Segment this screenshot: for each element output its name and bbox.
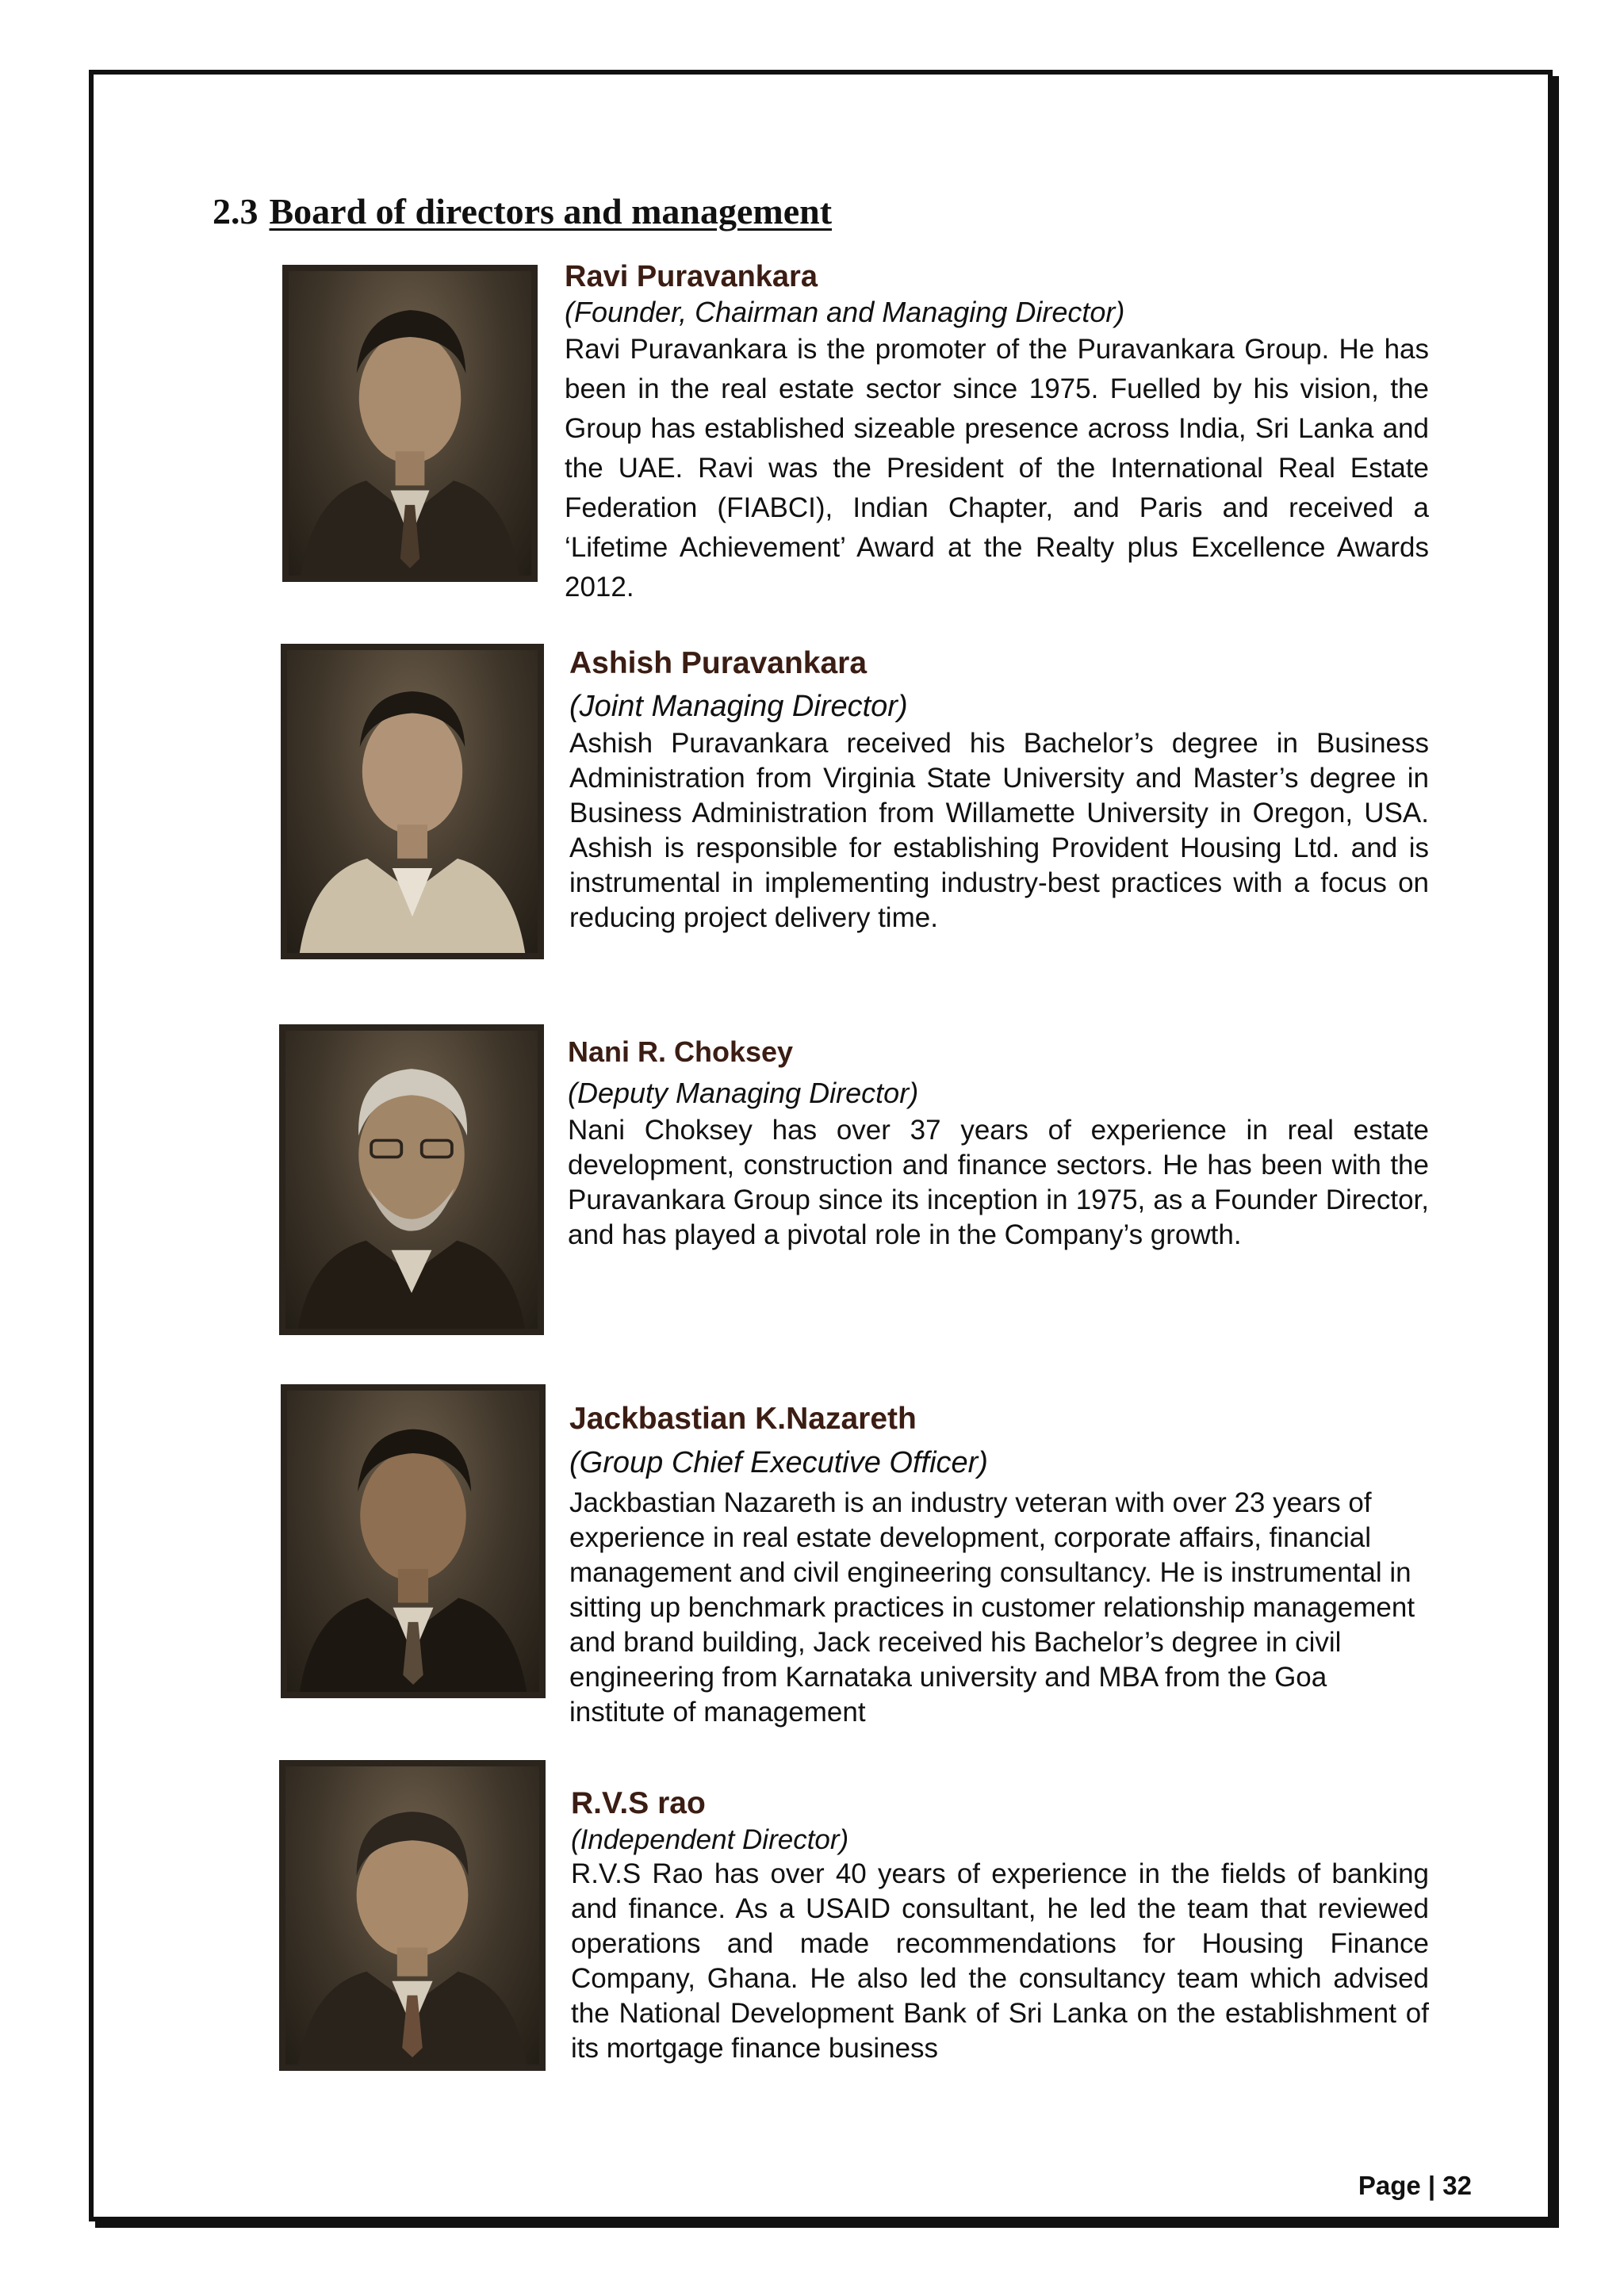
director-name: Jackbastian K.Nazareth (569, 1402, 917, 1436)
director-role: (Independent Director) (571, 1824, 849, 1855)
director-bio: R.V.S Rao has over 40 years of experience in the fields of banking and finance. As a USAID consultant, he led the team that reviewed operations and made recommendations for Housing Finance Company, Ghana. He also led the consultancy team which advised the National Development Bank of Sri Lanka on the establishment of its mortgage finance business (571, 1858, 1429, 2064)
portrait-photo (279, 1024, 544, 1335)
section-number: 2.3 (213, 191, 259, 232)
director-role: (Group Chief Executive Officer) (569, 1446, 988, 1479)
portrait-photo (281, 1384, 546, 1698)
section-heading: Board of directors and management (269, 191, 833, 232)
portrait-photo (281, 644, 544, 959)
director-name: Nani R. Choksey (568, 1035, 794, 1068)
director-bio: Ravi Puravankara is the promoter of the Puravankara Group. He has been in the real estate sector since 1975. Fuelled by his vision, the Group has established sizeable presence across India, Sri Lanka and the UAE. Ravi was the President of the International Real Estate Federation (FIABCI), Indian Chapter, and Paris and received a ‘Lifetime Achievement’ Award at the Realty plus Excellence Awards 2012. (565, 334, 1429, 603)
portrait-photo (279, 1760, 546, 2071)
director-text (569, 1399, 1418, 1730)
director-name: Ravi Puravankara (565, 260, 818, 293)
director-text (565, 258, 1429, 607)
director-name: Ashish Puravankara (569, 646, 868, 680)
section-title (213, 190, 832, 232)
director-text (571, 1784, 1429, 2066)
director-text (569, 641, 1429, 936)
director-text (568, 1031, 1429, 1253)
portrait-photo (282, 265, 538, 582)
director-bio: Ashish Puravankara received his Bachelor’s degree in Business Administration from Virginia State University and Master’s degree in Business Administration from Willamette University in Oregon, USA. Ashish is responsible for establishing Provident Housing Ltd. and is instrumental in implementing industry-best practices with a focus on reducing project delivery time. (569, 728, 1429, 933)
director-bio: Nani Choksey has over 37 years of experience in real estate development, construction and finance sectors. He has been with the Puravankara Group since its inception in 1975, as a Founder Director, and has played a pivotal role in the Company’s growth. (568, 1115, 1429, 1250)
director-role: (Joint Managing Director) (569, 690, 908, 723)
director-role: (Founder, Chairman and Managing Director) (565, 296, 1125, 328)
director-bio: Jackbastian Nazareth is an industry veteran with over 23 years of experience in real estate development, corporate affairs, financial management and civil engineering consultancy. He is instrumental in sitting up benchmark practices in customer relationship management and brand building, Jack received his Bachelor’s degree in civil engineering from Karnataka university and MBA from the Goa institute of management (569, 1487, 1415, 1728)
director-role: (Deputy Managing Director) (568, 1077, 919, 1109)
director-name: R.V.S rao (571, 1786, 706, 1820)
page-number: Page | 32 (1358, 2171, 1472, 2200)
